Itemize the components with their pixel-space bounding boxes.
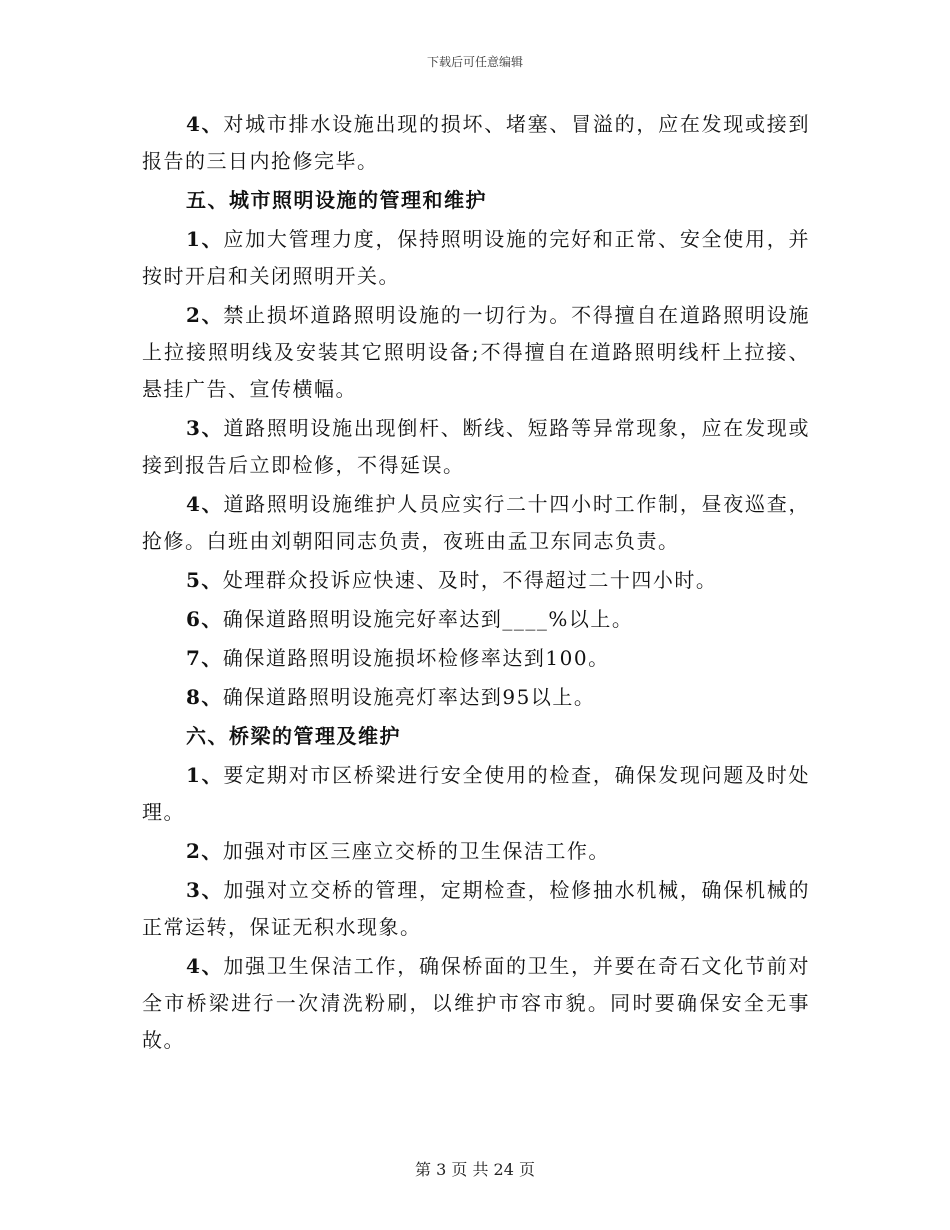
item-number: 2、 [186, 839, 223, 863]
document-body [142, 106, 810, 1061]
paragraph-text: 道路照明设施出现倒杆、断线、短路等异常现象，应在发现或接到报告后立即检修，不得延误。 [142, 416, 810, 477]
paragraph-bridges-4 [142, 948, 810, 1059]
item-number: 1、 [186, 227, 224, 251]
paragraph-bridges-3 [142, 872, 810, 946]
paragraph-bridges-2 [142, 833, 810, 870]
page-header: 下载后可任意编辑 [426, 55, 523, 69]
paragraph-drainage-4 [142, 106, 810, 180]
paragraph-lighting-1 [142, 221, 810, 295]
paragraph-text: 要定期对市区桥梁进行安全使用的检查，确保发现问题及时处理。 [142, 763, 810, 824]
paragraph-lighting-5 [142, 562, 810, 599]
item-number: 1、 [186, 763, 224, 787]
paragraph-text: 处理群众投诉应快速、及时，不得超过二十四小时。 [222, 568, 718, 592]
item-number: 4、 [186, 492, 224, 516]
paragraph-lighting-8 [142, 679, 810, 716]
paragraph-text: 确保道路照明设施完好率达到____%以上。 [222, 607, 634, 631]
paragraph-lighting-7 [142, 640, 810, 677]
item-number: 6、 [186, 607, 223, 631]
paragraph-text: 对城市排水设施出现的损坏、堵塞、冒溢的，应在发现或接到报告的三日内抢修完毕。 [142, 112, 810, 173]
item-number: 3、 [186, 878, 224, 902]
item-number: 8、 [186, 685, 223, 709]
item-number: 2、 [186, 303, 224, 327]
paragraph-bridges-1 [142, 757, 810, 831]
item-number: 4、 [186, 954, 224, 978]
item-number: 4、 [186, 112, 224, 136]
paragraph-text: 加强对立交桥的管理，定期检查，检修抽水机械，确保机械的正常运转，保证无积水现象。 [142, 878, 810, 939]
item-number: 7、 [186, 646, 223, 670]
page-footer: 第 3 页 共 24 页 [415, 1160, 535, 1179]
paragraph-text: 确保道路照明设施亮灯率达到95以上。 [222, 685, 596, 709]
paragraph-text: 加强对市区三座立交桥的卫生保洁工作。 [222, 839, 610, 863]
paragraph-lighting-2 [142, 297, 810, 408]
paragraph-text: 加强卫生保洁工作，确保桥面的卫生，并要在奇石文化节前对全市桥梁进行一次清洗粉刷，以维护市容市貌。同时要确保安全无事故。 [142, 954, 810, 1052]
paragraph-lighting-6 [142, 601, 810, 638]
section-heading-lighting: 五、城市照明设施的管理和维护 [186, 188, 487, 212]
paragraph-text: 应加大管理力度，保持照明设施的完好和正常、安全使用，并按时开启和关闭照明开关。 [142, 227, 810, 288]
item-number: 3、 [186, 416, 224, 440]
paragraph-text: 禁止损坏道路照明设施的一切行为。不得擅自在道路照明设施上拉接照明线及安装其它照明设备;不得擅自在道路照明线杆上拉接、悬挂广告、宣传横幅。 [142, 303, 810, 401]
item-number: 5、 [186, 568, 223, 592]
paragraph-lighting-3 [142, 410, 810, 484]
paragraph-text: 道路照明设施维护人员应实行二十四小时工作制，昼夜巡查，抢修。白班由刘朝阳同志负责，夜班由孟卫东同志负责。 [142, 492, 810, 553]
paragraph-lighting-4 [142, 486, 810, 560]
paragraph-text: 确保道路照明设施损坏检修率达到100。 [222, 646, 610, 670]
section-heading-bridges: 六、桥梁的管理及维护 [186, 724, 401, 748]
